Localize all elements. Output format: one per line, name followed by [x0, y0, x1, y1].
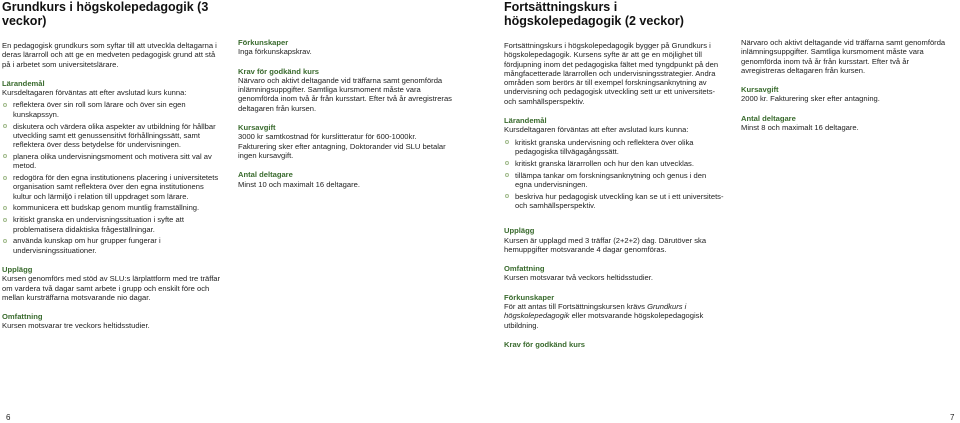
- section-title: Krav för godkänd kurs: [504, 339, 586, 349]
- left-page-column-1: [2, 0, 224, 331]
- list-item: kritiskt granska undervisning och reflektera över olika pedagogiska tillvägagångssätt.: [504, 138, 724, 157]
- course-intro: Fortsättningskurs i högskolepedagogik bygger på Grundkurs i högskolepedagogik. Kursens syfte är att ge en möjlighet till fördjupning inom det pedagogiska fältet med tyngdpunkt på den mångfacetterade lärarrollen och undervisningsstrategier. Andra områden som berörs är till exempel forskningsanknytning av undervisning och pedagogisk utveckling sett ur ett universitets- och samhällsperspektiv.: [504, 41, 719, 106]
- section-title: Lärandemål: [504, 116, 547, 126]
- objectives-list: [2, 100, 224, 254]
- right-page-column-1: [504, 0, 724, 349]
- left-page-column-2: [238, 38, 453, 189]
- section-title: Omfattning: [504, 264, 545, 274]
- page-number-left: 6: [6, 413, 11, 422]
- bullet-icon: [505, 140, 509, 144]
- list-item: använda kunskap om hur grupper fungerar i undervisningssituationer.: [2, 236, 224, 255]
- section-title: Lärandemål: [2, 78, 45, 88]
- section-title: Antal deltagare: [238, 170, 293, 180]
- course-heading-grundkurs: Grundkurs i högskolepedagogik (3 veckor): [2, 0, 209, 28]
- section-title: Kursavgift: [741, 85, 779, 95]
- section-larandemal: [504, 116, 724, 210]
- section-text: Inga förkunskapskrav.: [238, 47, 312, 57]
- section-title: Kursavgift: [238, 123, 276, 133]
- section-krav: [238, 67, 453, 113]
- bullet-icon: [3, 218, 7, 222]
- section-title: Upplägg: [504, 226, 535, 236]
- section-text: Kursen motsvarar tre veckors heltidsstudier.: [2, 321, 150, 331]
- section-text: Minst 8 och maximalt 16 deltagare.: [741, 123, 859, 133]
- bullet-icon: [3, 239, 7, 243]
- list-item: kommunicera ett budskap genom muntlig framställning.: [2, 203, 224, 212]
- right-page-column-2: [741, 38, 953, 132]
- section-lead: Kursdeltagaren förväntas att efter avslutad kurs kunna:: [504, 125, 689, 135]
- section-kursavgift: [741, 85, 953, 104]
- section-title: Antal deltagare: [741, 113, 796, 123]
- section-title: Krav för godkänd kurs: [238, 66, 320, 76]
- section-text: Kursen är upplagd med 3 träffar (2+2+2) dag. Därutöver ska hemuppgifter motsvarande 4 dagar genomföras.: [504, 235, 707, 254]
- list-item: tillämpa tankar om forskningsanknytning och genus i den egna undervisningen.: [504, 171, 724, 190]
- section-text: Närvaro och aktivt deltagande vid träffarna samt genomförda inlämningsuppgifter. Samtliga kursmoment måste vara genomförda inom två år från kursstart. Efter två år avregistreras deltagaren från kursen.: [741, 38, 946, 75]
- section-text: Minst 10 och maximalt 16 deltagare.: [238, 179, 360, 189]
- section-text: 3000 kr samtkostnad för kurslitteratur för 600-1000kr. Fakturering sker efter antagning, Doktorander vid SLU betalar ingen kursavgift.: [238, 132, 446, 160]
- section-krav-continued: [741, 38, 953, 75]
- course-intro: En pedagogisk grundkurs som syftar till att utveckla deltagarna i deras lärarroll och att ge en medveten pedagogisk grund att stå på i arbetet som universitetslärare.: [2, 41, 217, 69]
- section-omfattning: [2, 312, 224, 331]
- section-text: Kursen motsvarar två veckors heltidsstudier.: [504, 273, 653, 283]
- page-number-right: 7: [950, 413, 955, 422]
- section-lead: Kursdeltagaren förväntas att efter avslutad kurs kunna:: [2, 88, 187, 98]
- objectives-list: [504, 138, 724, 211]
- section-title: Omfattning: [2, 312, 43, 322]
- list-item: reflektera över sin roll som lärare och över sin egen kunskapssyn.: [2, 100, 224, 119]
- list-item: kritiskt granska en undervisningssituation i syfte att problematisera didaktiska frågeställningar.: [2, 215, 224, 234]
- section-antal: [238, 170, 453, 189]
- bullet-icon: [505, 161, 509, 165]
- section-larandemal: [2, 79, 224, 255]
- section-kursavgift: [238, 123, 453, 160]
- bullet-icon: [3, 124, 7, 128]
- bullet-icon: [3, 206, 7, 210]
- section-title: Förkunskaper: [238, 38, 289, 47]
- section-upplagg: [2, 265, 224, 302]
- list-item: kritiskt granska lärarrollen och hur den kan utvecklas.: [504, 159, 724, 168]
- bullet-icon: [3, 103, 7, 107]
- section-title: Upplägg: [2, 264, 33, 274]
- section-text: För att antas till Fortsättningskursen krävs Grundkurs i högskolepedagogik eller motsvarande högskolepedagogisk utbildning.: [504, 302, 704, 330]
- section-antal: [741, 114, 953, 133]
- section-text: Närvaro och aktivt deltagande vid träffarna samt genomförda inlämningsuppgifter. Samtliga kursmoment måste vara genomförda inom två år från kursstart. Efter två år avregistreras deltagaren från kursen.: [238, 75, 452, 113]
- list-item: diskutera och värdera olika aspekter av utbildning för hållbar utveckling samt ett genussensitivt förhållningssätt, samt reflektera över dess betydelse för undervisningen.: [2, 122, 224, 150]
- course-heading-fortsattningskurs: Fortsättningskurs i högskolepedagogik (2 veckor): [504, 0, 684, 28]
- bullet-icon: [3, 176, 7, 180]
- section-krav: [504, 340, 724, 349]
- section-forkunskaper: [504, 293, 724, 330]
- section-upplagg: [504, 226, 724, 254]
- emphasized-course-name: Grundkurs i högskolepedagogik: [504, 302, 687, 321]
- section-title: Förkunskaper: [504, 292, 555, 302]
- list-item: beskriva hur pedagogisk utveckling kan se ut i ett universitets- och samhällsperspektiv.: [504, 192, 724, 211]
- section-text: 2000 kr. Fakturering sker efter antagning.: [741, 94, 880, 104]
- bullet-icon: [3, 154, 7, 158]
- list-item: redogöra för den egna institutionens placering i universitetets organisation samt reflektera över den egna institutionens kultur och lärmiljö i relation till uppdraget som lärare.: [2, 173, 224, 201]
- list-item: planera olika undervisningsmoment och motivera sitt val av metod.: [2, 152, 224, 171]
- bullet-icon: [505, 194, 509, 198]
- section-omfattning: [504, 264, 724, 283]
- section-forkunskaper: [238, 38, 453, 57]
- bullet-icon: [505, 173, 509, 177]
- section-text: Kursen genomförs med stöd av SLU:s lärplattform med tre träffar om vardera två dagar samt arbete i grupp och enskilt före och mellan kursträffarna motsvarande nio dagar.: [2, 274, 221, 302]
